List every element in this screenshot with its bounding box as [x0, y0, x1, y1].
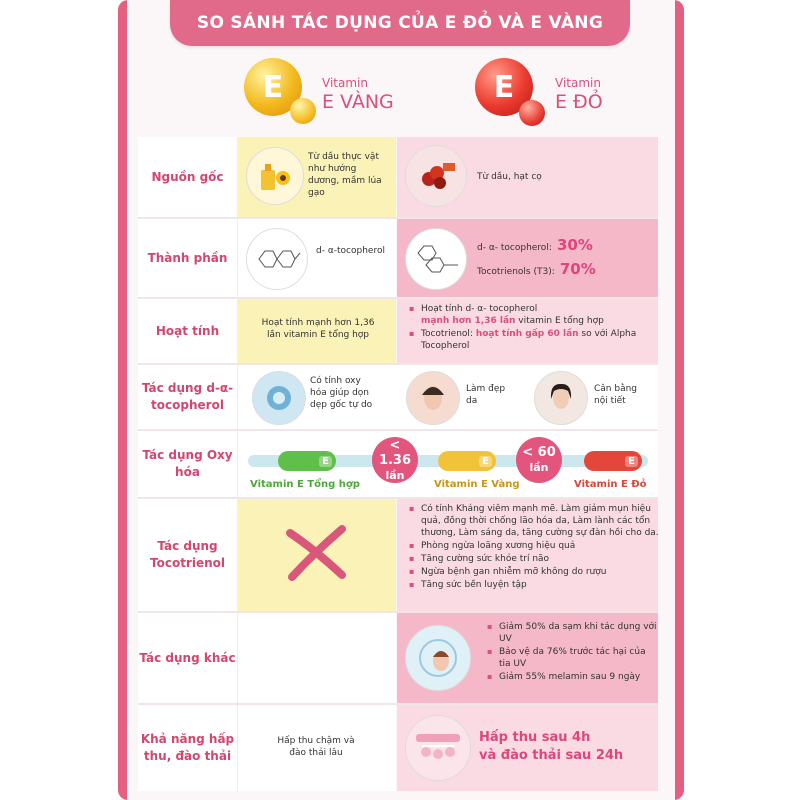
oxy-hoa-comparison: E < 1.36 lần E < 60 lần E Vitamin E Tổng hợp Vitamin E Vàng Vitamin E Đỏ — [238, 431, 658, 497]
small-capsule-icon — [290, 98, 316, 124]
row-label: Khả năng hấp thu, đào thải — [138, 705, 238, 791]
row-label: Tác dụng d-α-tocopherol — [138, 365, 238, 429]
red-vitamin-e-capsule-icon: E — [584, 451, 642, 471]
title-bar — [170, 0, 630, 46]
molecule-structure-icon — [246, 228, 308, 290]
ratio-badge-2: < 60 lần — [516, 437, 562, 483]
palm-fruit-icon — [405, 145, 467, 207]
hap-thu-text: Hấp thu sau 4h và đào thải sau 24h — [479, 730, 624, 763]
yellow-cell: d- α-tocopherol — [238, 219, 396, 297]
red-cell — [397, 613, 658, 703]
woman-portrait-icon — [534, 371, 588, 425]
row-oxy-hoa — [138, 431, 658, 497]
skin-absorption-icon — [405, 715, 471, 781]
not-applicable-x-icon — [284, 523, 350, 587]
khac-list — [487, 621, 657, 684]
row-nguon-goc — [138, 137, 658, 217]
list-item: ▪ Tăng sức bền luyện tập — [419, 579, 659, 591]
tocopherol-effects-cell: Có tính oxy hóa giúp dọn dẹp gốc tự do Làm đẹp da Cân bằng nội tiết — [238, 365, 658, 429]
row-label: Tác dụng Oxy hóa — [138, 431, 238, 497]
row-label: Nguồn gốc — [138, 137, 238, 217]
list-item: ▪ Giảm 50% da sạm khi tác dụng với UV — [497, 621, 657, 645]
yellow-cell — [238, 613, 396, 703]
sunflower-oil-icon — [246, 147, 304, 205]
uv-protection-icon — [405, 625, 471, 691]
row-tac-dung-tocotrienol — [138, 499, 658, 611]
yellow-cell: Từ dầu thực vật như hướng dương, mầm lúa gạo — [238, 137, 396, 217]
hoat-tinh-list — [409, 303, 659, 353]
row-thanh-phan — [138, 219, 658, 297]
list-item: ▪ Có tính Kháng viêm mạnh mẽ. Làm giảm mụn hiệu quả, đồng thời chống lão hóa da, Làm lành các tổn thương, Làm sáng da, tăng cường sự đàn hồi cho da. — [419, 503, 659, 539]
yellow-cell — [238, 499, 396, 611]
row-hap-thu — [138, 705, 658, 791]
vitamin-e-red-header — [475, 58, 655, 130]
list-item: ▪ Tăng cường sức khỏe trí não — [419, 553, 659, 565]
row-label: Thành phần — [138, 219, 238, 297]
yellow-cell: Hoạt tính mạnh hơn 1,36 lần vitamin E tổng hợp — [238, 299, 396, 363]
row-label: Tác dụng khác — [138, 613, 238, 703]
synthetic-vitamin-e-capsule-icon: E — [278, 451, 336, 471]
antioxidant-cell-icon — [252, 371, 306, 425]
beauty-face-icon — [406, 371, 460, 425]
yellow-cell: Hấp thu chậm và đào thải lâu — [238, 705, 396, 791]
vitamin-e-yellow-label: Vitamin E VÀNG — [322, 76, 394, 113]
red-cell — [397, 219, 658, 297]
thanh-phan-alpha: d- α- tocopherol: 30% — [477, 236, 593, 254]
red-cell: Từ dầu, hạt cọ — [397, 137, 658, 217]
red-cell — [397, 299, 658, 363]
row-hoat-tinh — [138, 299, 658, 363]
thanh-phan-tocotrienol: Tocotrienols (T3): 70% — [477, 260, 596, 278]
vitamin-e-yellow-header — [244, 58, 424, 130]
list-item: ▪ Giảm 55% melamin sau 9 ngày — [497, 671, 657, 683]
vitamin-e-red-capsule-icon: E — [475, 58, 533, 116]
small-capsule-icon — [519, 100, 545, 126]
list-item: ▪ Ngừa bệnh gan nhiễm mỡ không do rượu — [419, 566, 659, 578]
list-item: ▪ Hoạt tính d- α- tocopherol mạnh hơn 1,36 lần vitamin E tổng hợp — [419, 303, 659, 327]
list-item: ▪ Bảo vệ da 76% trước tác hại của tia UV — [497, 646, 657, 670]
row-tac-dung-tocopherol — [138, 365, 658, 429]
tocotrienol-list — [409, 503, 659, 592]
molecule-structure-icon — [405, 228, 467, 290]
yellow-vitamin-e-capsule-icon: E — [438, 451, 496, 471]
red-cell — [397, 499, 658, 611]
row-tac-dung-khac — [138, 613, 658, 703]
page-title: SO SÁNH TÁC DỤNG CỦA E ĐỎ VÀ E VÀNG — [196, 13, 604, 33]
ratio-badge-1: < 1.36 lần — [372, 437, 418, 483]
vitamin-e-yellow-capsule-icon: E — [244, 58, 302, 116]
vitamin-e-red-label: Vitamin E ĐỎ — [555, 76, 603, 113]
row-label: Tác dụng Tocotrienol — [138, 499, 238, 611]
list-item: ▪ Tocotrienol: hoạt tính gấp 60 lần so với Alpha Tocopherol — [419, 328, 659, 352]
list-item: ▪ Phòng ngừa loãng xương hiệu quả — [419, 540, 659, 552]
row-label: Hoạt tính — [138, 299, 238, 363]
red-cell — [397, 705, 658, 791]
